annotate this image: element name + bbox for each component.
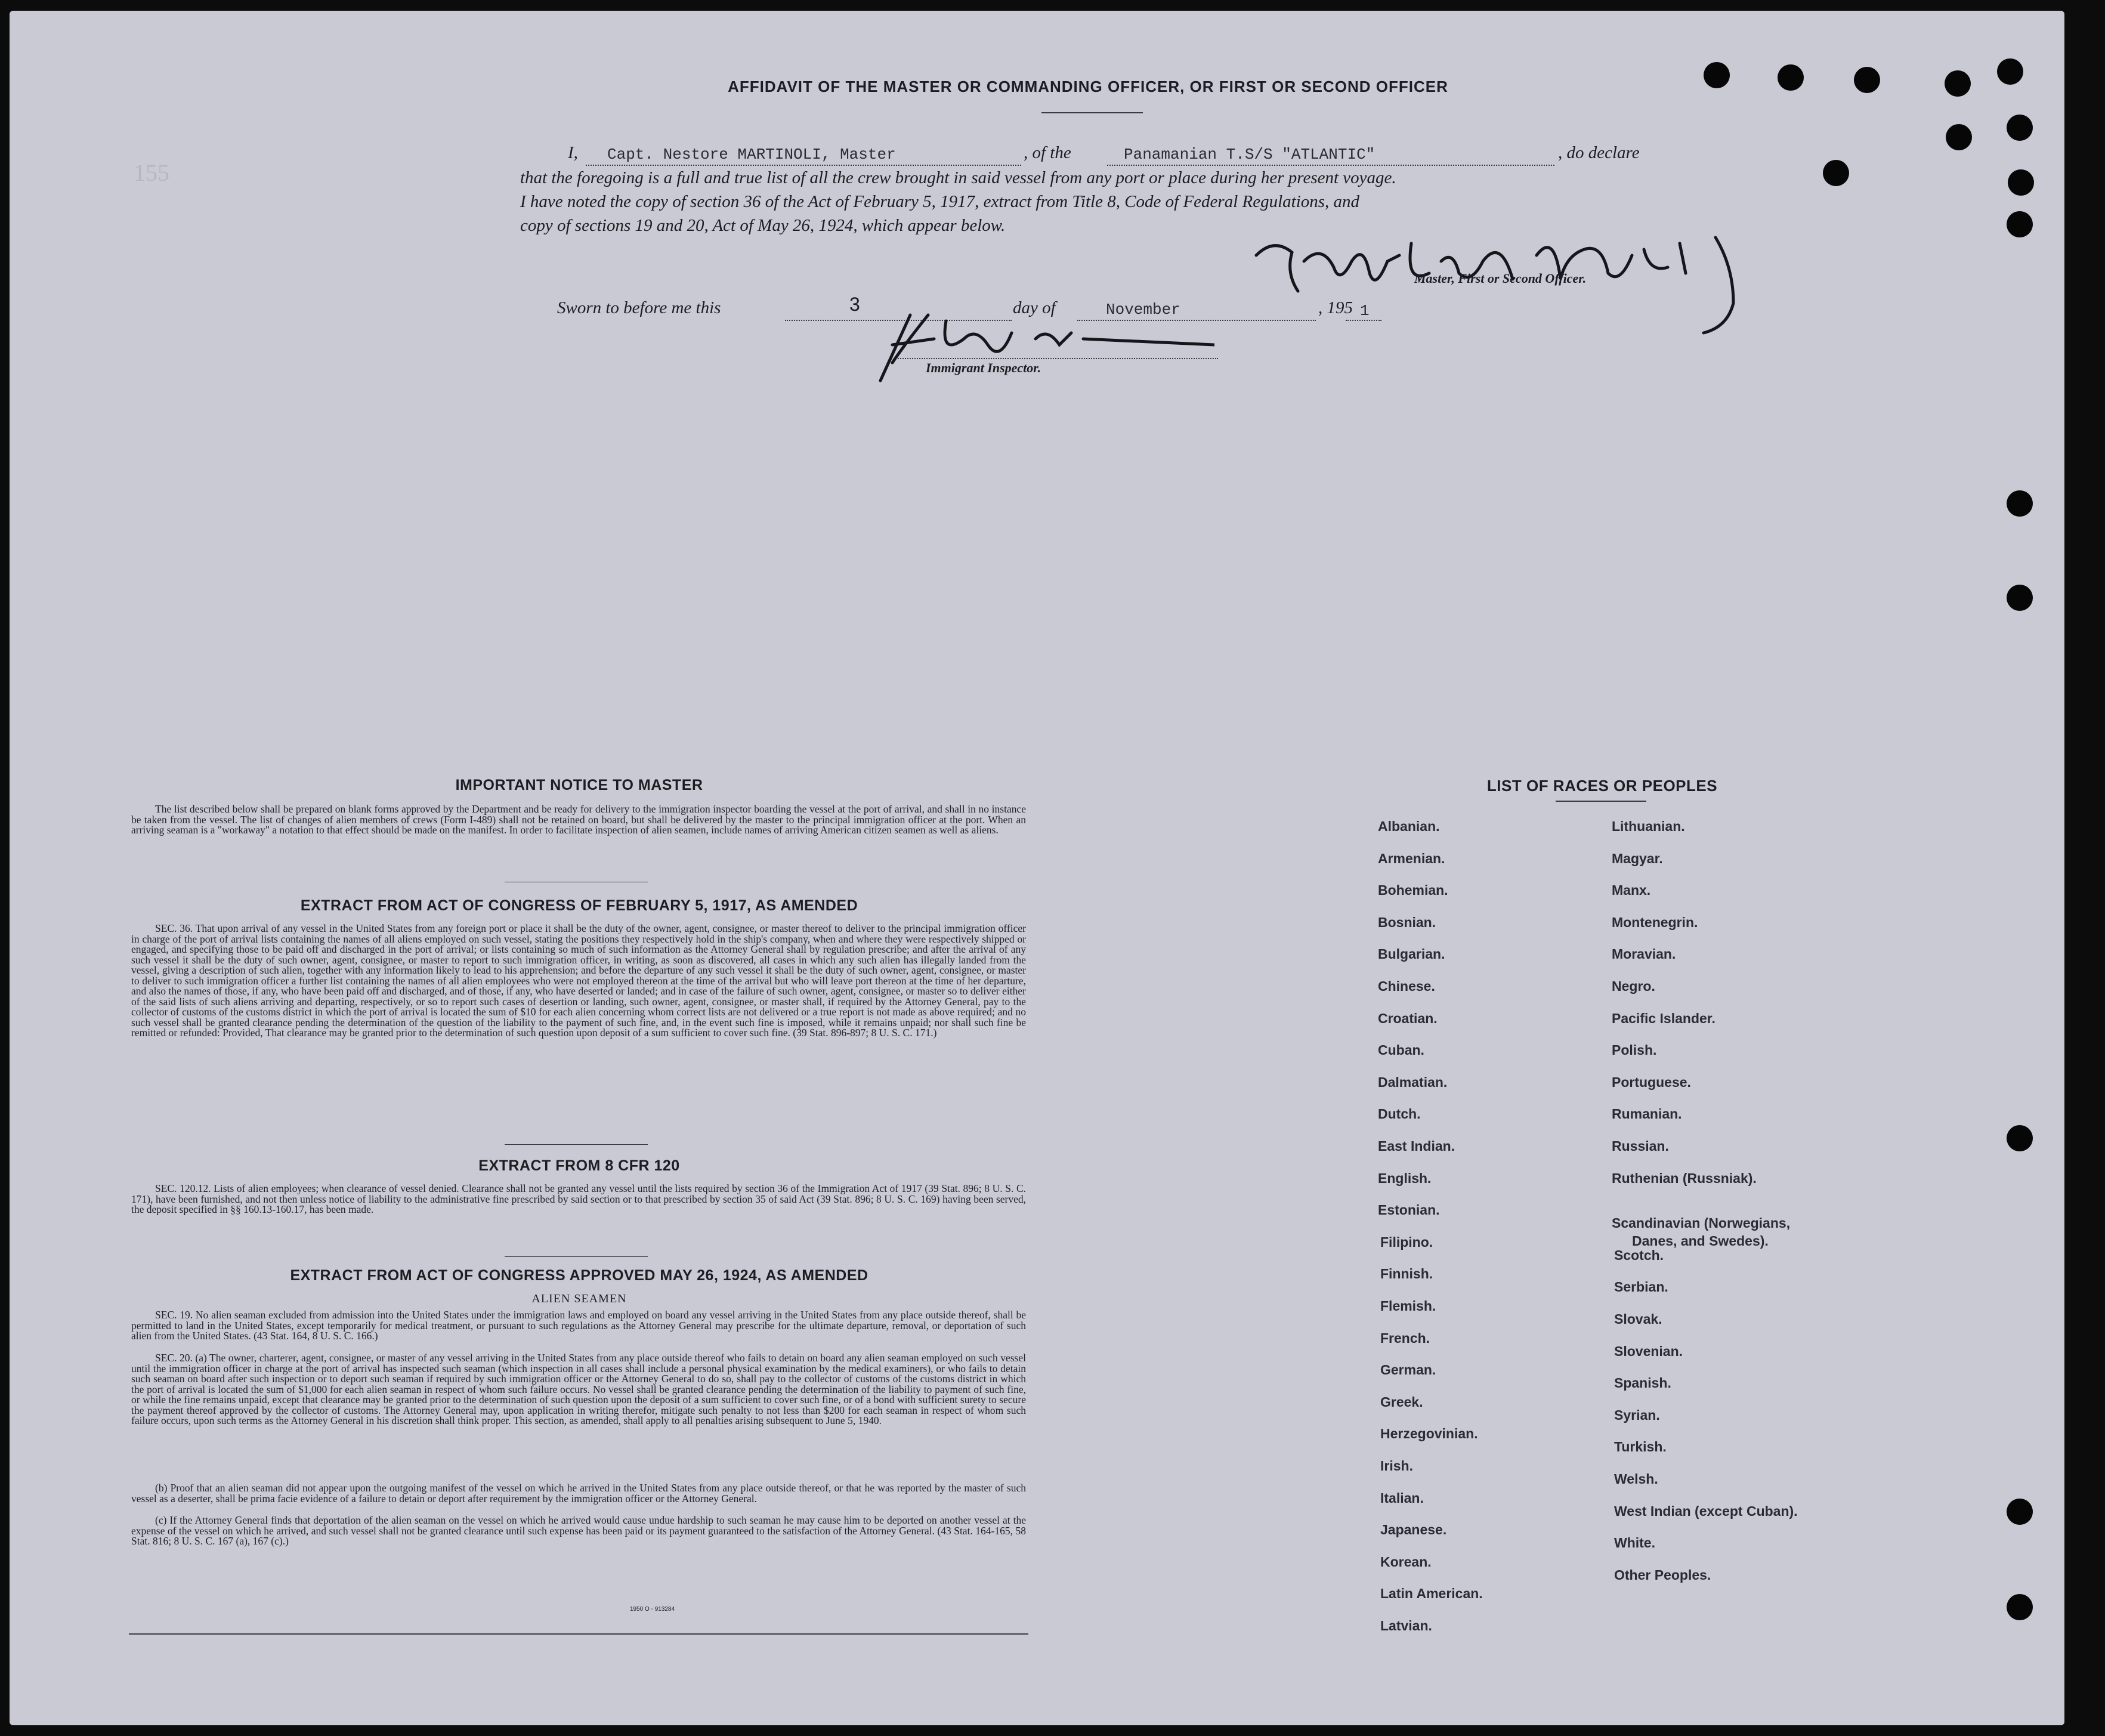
punch-hole <box>2007 490 2033 517</box>
race-item: Slovak. <box>1614 1311 1662 1327</box>
race-item: Turkish. <box>1614 1439 1667 1455</box>
inspector-line <box>896 358 1218 359</box>
extract3-para-2: SEC. 20. (a) The owner, charterer, agent, consignee, or master of any vessel arriving in the United States from any place outside thereof who fails to detain on board any alien seaman employed on such vessel until the immigration officer in charge at the port of arrival has inspected such seaman (which inspection in all cases shall include a personal physical examination by the medical examiners), or who fails to detain such seaman on board after such inspection or to deport such seaman if required by such immigration officer or the Attorney General to do so, shall pay to the collector of customs of the customs district in which the port of arrival is located the sum of $1,000 for each alien seaman in respect of whom such failure occurs. No vessel shall be granted clearance pending the determination of the liability to payment of such fine, or while the fine remains unpaid, except that clearance may be granted prior to the determination of such question upon the deposit of a sum sufficient to cover such fine, or of a bond with sufficient surety to secure the payment thereof approved by the collector of customs. The Attorney General may, upon application in writing therefor, mitigate such penalty to not less than $200 for each seaman in respect of whom such failure occurs, upon such terms as the Attorney General in his discretion shall think proper. This section, as amended, shall apply to all penalties arising subsequent to June 5, 1940. <box>131 1352 1026 1426</box>
signature-caption: Master, First or Second Officer. <box>1414 271 1587 286</box>
race-item: Serbian. <box>1614 1279 1668 1295</box>
race-item: Pacific Islander. <box>1612 1010 1715 1026</box>
divider-2 <box>505 1144 648 1145</box>
race-item: Latin American. <box>1380 1586 1483 1602</box>
extract1-body: SEC. 36. That upon arrival of any vessel in the United States from any foreign port or place it shall be the duty of the owner, agent, consignee, or master thereof to deliver to the principal immigration officer in charge of the port of arrival lists containing the names of all aliens employed on such vessel, stating the positions they respectively hold in the ship's company, when and where they were respectively shipped or engaged, and specifying those to be paid off and discharged in the port of arrival; or lists containing so much of such information as the Attorney General shall by regulation prescribe; and after the arrival of any such vessel it shall be the duty of such owner, agent, consignee, or master to report to such immigration officer, in writing, as soon as discovered, all cases in which any such alien has illegally landed from the vessel, giving a description of such alien, together with any information likely to lead to his apprehension; and before the departure of any such vessel it shall be the duty of such owner, agent, consignee, or master to deliver to such immigration officer a further list containing the names of all alien employees who were not employed thereon at the time of the arrival but who will leave port thereon at the time of her departure, and also the names of those, if any, who have been paid off and discharged, and of those, if any, who have deserted or landed; and in case of the failure of such owner, agent, consignee, or master so to deliver either of the said lists of such aliens arriving and departing, respectively, or so to report such cases of desertion or landing, such owner, agent, consignee, or master shall, if required by the Attorney General, pay to the collector of customs of the customs district in which the port of arrival is located the sum of $10 for each alien concerning whom correct lists are not delivered or a true report is not made as above required; and no such vessel shall be granted clearance pending the determination of the question of the liability to the payment of such fine, and, in the event such fine is imposed, while it remains unpaid; nor shall such fine be remitted or refunded: Provided, That clearance may be granted prior to the determination of such question upon deposit of a sum sufficient to cover such fine. (39 Stat. 896-897; 8 U. S. C. 171.) <box>131 922 1026 1039</box>
punch-hole <box>2007 1499 2033 1525</box>
race-item: East Indian. <box>1378 1138 1455 1154</box>
race-item: Filipino. <box>1380 1234 1433 1250</box>
race-item: Lithuanian. <box>1612 818 1685 834</box>
day-value: 3 <box>849 294 860 315</box>
race-item: Scandinavian (Norwegians, <box>1612 1215 1791 1231</box>
punch-hole <box>1854 67 1880 93</box>
race-item: Russian. <box>1612 1138 1669 1154</box>
race-item: Cuban. <box>1378 1042 1424 1058</box>
race-item: Finnish. <box>1380 1266 1433 1282</box>
bleed-through-mark: 155 <box>134 159 169 186</box>
race-item: Estonian. <box>1378 1202 1440 1218</box>
punch-hole <box>2008 169 2034 196</box>
extract3-title: EXTRACT FROM ACT OF CONGRESS APPROVED MAY 26, 1924, AS AMENDED <box>290 1267 868 1284</box>
race-item: Rumanian. <box>1612 1106 1682 1122</box>
month-value: November <box>1106 301 1180 319</box>
punch-hole <box>1945 70 1971 97</box>
race-item: Danes, and Swedes). <box>1632 1233 1769 1249</box>
race-item: Herzegovinian. <box>1380 1426 1478 1442</box>
affidavit-title: AFFIDAVIT OF THE MASTER OR COMMANDING OFFICER, OR FIRST OR SECOND OFFICER <box>728 78 1448 95</box>
race-item: Dalmatian. <box>1378 1074 1448 1090</box>
race-item: Croatian. <box>1378 1010 1438 1026</box>
races-title-underline <box>1556 801 1646 802</box>
year-prefix: , 195 <box>1318 298 1353 317</box>
master-name-line <box>586 165 1021 166</box>
race-item: Dutch. <box>1378 1106 1421 1122</box>
extract2-title: EXTRACT FROM 8 CFR 120 <box>478 1157 680 1174</box>
race-item: Albanian. <box>1378 818 1440 834</box>
print-code: 1950 O - 913284 <box>630 1606 675 1613</box>
notice-body: The list described below shall be prepared on blank forms approved by the Department and be ready for delivery to the immigration inspector boarding the vessel at the port of arrival, and shall in no instance be taken from the vessel. The list of changes of alien members of crews (Form I-489) shall not be retained on board, but shall be delivered by the master to the principal immigration officer at the port. When an arriving seaman is a "workaway" a notation to that effect should be made on the manifest. In order to facilitate inspection of alien seamen, include names of arriving American citizen seamen as well as aliens. <box>131 803 1026 836</box>
race-item: Latvian. <box>1380 1618 1432 1633</box>
sworn-label: Sworn to before me this <box>557 298 721 317</box>
i-label: I, <box>568 143 578 162</box>
race-item: French. <box>1380 1330 1430 1346</box>
race-item: Armenian. <box>1378 850 1445 866</box>
vessel-line <box>1107 165 1554 166</box>
race-item: Ruthenian (Russniak). <box>1612 1170 1757 1186</box>
race-item: Spanish. <box>1614 1375 1671 1391</box>
race-item: Chinese. <box>1378 978 1435 994</box>
day-of-label: day of <box>1013 298 1056 317</box>
race-item: Moravian. <box>1612 946 1676 962</box>
race-item: Magyar. <box>1612 850 1663 866</box>
punch-hole <box>1823 160 1849 186</box>
do-declare-label: , do declare <box>1558 143 1640 162</box>
punch-hole <box>2007 211 2033 237</box>
race-item: Scotch. <box>1614 1247 1664 1263</box>
extract3-para-1: SEC. 19. No alien seaman excluded from admission into the United States under the immigration laws and employed on board any vessel arriving in the United States from any place outside thereof, shall be permitted to land in the United States, except temporarily for medical treatment, or pursuant to such regulations as the Attorney General may prescribe for the ultimate departure, removal, or deportation of such alien from the United States. (43 Stat. 164, 8 U. S. C. 166.) <box>131 1309 1026 1342</box>
punch-hole <box>1704 62 1730 88</box>
punch-hole <box>2007 585 2033 611</box>
extract3-para-4: (c) If the Attorney General finds that deportation of the alien seaman on the vessel on which he arrived would cause undue hardship to such seaman he may cause him to be deported on another vessel at the expense of the vessel on which he arrived, and such vessel shall not be granted clearance until such expense has been paid or its payment guaranteed to the satisfaction of the Attorney General. (43 Stat. 164-165, 58 Stat. 816; 8 U. S. C. 167 (a), 167 (c).) <box>131 1514 1026 1547</box>
punch-hole <box>1946 124 1972 150</box>
affidavit-line-4: copy of sections 19 and 20, Act of May 26, 1924, which appear below. <box>520 216 1006 235</box>
race-item: White. <box>1614 1535 1655 1551</box>
race-item: Bulgarian. <box>1378 946 1445 962</box>
race-item: Polish. <box>1612 1042 1657 1058</box>
master-name: Capt. Nestore MARTINOLI, Master <box>607 146 896 163</box>
race-item: Other Peoples. <box>1614 1567 1711 1583</box>
race-item: Manx. <box>1612 882 1651 898</box>
affidavit-line-3: I have noted the copy of section 36 of the Act of February 5, 1917, extract from Title 8, Code of Federal Regulations, and <box>520 192 1360 211</box>
punch-hole <box>2007 1594 2033 1620</box>
extract1-title: EXTRACT FROM ACT OF CONGRESS OF FEBRUARY 5, 1917, AS AMENDED <box>300 897 858 914</box>
race-item: Slovenian. <box>1614 1343 1683 1359</box>
race-item: Portuguese. <box>1612 1074 1691 1090</box>
title-underline <box>1041 112 1143 113</box>
year-line <box>1346 320 1381 321</box>
race-item: Bohemian. <box>1378 882 1448 898</box>
year-suffix: 1 <box>1360 302 1370 320</box>
races-title: LIST OF RACES OR PEOPLES <box>1486 777 1718 795</box>
extract3-para-3: (b) Proof that an alien seaman did not appear upon the outgoing manifest of the vessel on which he arrived in the United States from any place outside thereof, or that he was reported by the master of such vessel as a deserter, shall be prima facie evidence of a failure to detain or deport after requirement by the immigration officer or the Attorney General. <box>131 1482 1026 1505</box>
extract3-subtitle: ALIEN SEAMEN <box>531 1292 627 1305</box>
vessel-name: Panamanian T.S/S "ATLANTIC" <box>1124 146 1375 163</box>
race-item: Welsh. <box>1614 1471 1658 1487</box>
race-item: Japanese. <box>1380 1522 1447 1538</box>
divider-3 <box>505 1256 648 1257</box>
race-item: Italian. <box>1380 1490 1424 1506</box>
punch-hole <box>1997 58 2023 85</box>
race-item: Korean. <box>1380 1553 1432 1570</box>
punch-hole <box>1778 64 1804 91</box>
race-item: Negro. <box>1612 978 1655 994</box>
extract2-body: SEC. 120.12. Lists of alien employees; when clearance of vessel denied. Clearance shall not be granted any vessel until the lists required by section 36 of the Immigration Act of 1917 (39 Stat. 896; 8 U. S. C. 171), have been furnished, and not then unless notice of liability to the administrative fine prescribed by said section or to that prescribed by section 35 of said Act (39 Stat. 896; 8 U. S. C. 169) having been served, the deposit specified in §§ 160.13-160.17, has been made. <box>131 1182 1026 1215</box>
race-item: German. <box>1380 1362 1436 1378</box>
race-item: Flemish. <box>1380 1298 1436 1314</box>
notice-title: IMPORTANT NOTICE TO MASTER <box>455 777 703 793</box>
race-item: Irish. <box>1380 1458 1413 1474</box>
document-page <box>10 11 2064 1725</box>
race-item: English. <box>1378 1170 1432 1186</box>
of-the-label: , of the <box>1024 143 1071 162</box>
race-item: Syrian. <box>1614 1407 1660 1423</box>
race-item: West Indian (except Cuban). <box>1614 1503 1798 1519</box>
race-item: Greek. <box>1380 1394 1423 1410</box>
punch-hole <box>2007 1125 2033 1151</box>
bottom-rule <box>129 1633 1028 1635</box>
inspector-caption: Immigrant Inspector. <box>926 360 1041 375</box>
race-item: Bosnian. <box>1378 914 1436 930</box>
affidavit-line-2: that the foregoing is a full and true list of all the crew brought in said vessel from any port or place during her present voyage. <box>520 168 1396 187</box>
punch-hole <box>2007 115 2033 141</box>
race-item: Montenegrin. <box>1612 914 1698 930</box>
